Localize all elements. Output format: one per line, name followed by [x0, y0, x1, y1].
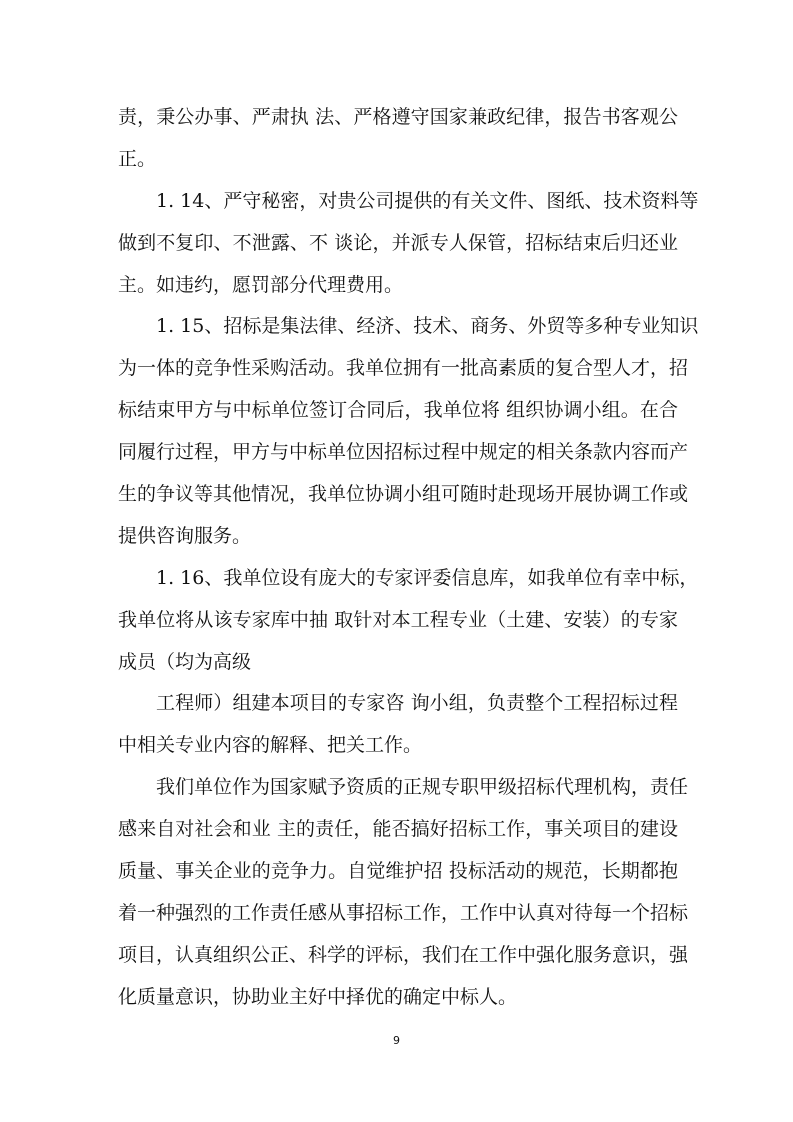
text-line: 我单位将从该专家库中抽 取针对本工程专业（土建、安装）的专家: [118, 608, 678, 631]
text-line: 质量、事关企业的竞争力。自觉维护招 投标活动的规范，长期都抱: [118, 860, 678, 883]
text-line: 提供咨询服务。: [118, 524, 252, 547]
text-line: 生的争议等其他情况，我单位协调小组可随时赴现场开展协调工作或: [118, 483, 689, 506]
text-line: 同履行过程，甲方与中标单位因招标过程中规定的相关条款内容而产: [118, 441, 689, 464]
text-line: 标结束甲方与中标单位签订合同后，我单位将 组织协调小组。在合: [118, 399, 678, 422]
text-line: 1. 16、我单位设有庞大的专家评委信息库，如我单位有幸中标，: [156, 566, 699, 589]
text-line: 化质量意识，协助业主好中择优的确定中标人。: [118, 985, 518, 1008]
document-body: [118, 97, 699, 1019]
text-line: 主。如违约，愿罚部分代理费用。: [118, 273, 404, 296]
text-line: 中相关专业内容的解释、把关工作。: [118, 734, 423, 757]
text-line: 我们单位作为国家赋予资质的正规专职甲级招标代理机构，责任: [156, 776, 689, 799]
text-line: 项目，认真组织公正、科学的评标，我们在工作中强化服务意识，强: [118, 943, 689, 966]
text-line: 1. 15、招标是集法律、经济、技术、商务、外贸等多种专业知识: [156, 315, 699, 338]
text-line: 工程师）组建本项目的专家咨 询小组，负责整个工程招标过程: [156, 692, 678, 715]
text-line: 1. 14、严守秘密，对贵公司提供的有关文件、图纸、技术资料等: [156, 189, 699, 212]
page-number: 9: [393, 1034, 400, 1047]
text-line: 为一体的竞争性采购活动。我单位拥有一批高素质的复合型人才，招: [118, 357, 689, 380]
text-line: 着一种强烈的工作责任感从事招标工作，工作中认真对待每一个招标: [118, 901, 689, 924]
text-line: 正。: [118, 147, 157, 170]
text-line: 责，秉公办事、严肃执 法、严格遵守国家兼政纪律，报告书客观公: [118, 106, 678, 128]
text-line: 做到不复印、不泄露、不 谈论，并派专人保管，招标结束后归还业: [118, 231, 678, 254]
text-line: 成员（均为高级: [118, 650, 252, 673]
text-line: 感来自对社会和业 主的责任，能否搞好招标工作，事关项目的建设: [118, 818, 678, 841]
